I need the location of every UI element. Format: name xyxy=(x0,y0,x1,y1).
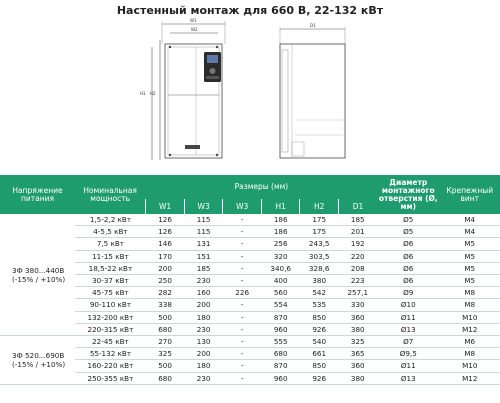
table-cell: 257,1 xyxy=(338,287,377,299)
table-row xyxy=(0,262,500,274)
sub-header-w1: W1 xyxy=(146,199,185,214)
table-cell: 500 xyxy=(146,311,185,323)
table-cell: 7,5 кВт xyxy=(75,238,146,250)
header-dimensions: Размеры (мм) xyxy=(146,175,377,199)
table-row xyxy=(0,360,500,372)
table-cell: 328,6 xyxy=(300,262,339,274)
sub-header-h1: H1 xyxy=(261,199,300,214)
voltage-group-label: 3Ф 520...690В (-15% / +10%) xyxy=(0,336,75,385)
table-cell: 180 xyxy=(184,311,223,323)
table-cell: 115 xyxy=(184,214,223,226)
table-cell: 535 xyxy=(300,299,339,311)
table-cell: M5 xyxy=(440,262,500,274)
table-cell: M12 xyxy=(440,323,500,335)
table-cell: 870 xyxy=(261,311,300,323)
table-cell: - xyxy=(223,250,262,262)
table-cell: 90-110 кВт xyxy=(75,299,146,311)
table-cell: 680 xyxy=(146,323,185,335)
table-cell: 200 xyxy=(184,299,223,311)
table-cell: 500 xyxy=(146,360,185,372)
table-cell: 131 xyxy=(184,238,223,250)
table-cell: 926 xyxy=(300,323,339,335)
table-cell: Ø6 xyxy=(377,262,439,274)
table-row xyxy=(0,372,500,384)
table-cell: 126 xyxy=(146,226,185,238)
table-cell: M4 xyxy=(440,214,500,226)
table-cell: - xyxy=(223,323,262,335)
table-cell: 270 xyxy=(146,336,185,348)
table-cell: M5 xyxy=(440,238,500,250)
table-cell: 132-200 кВт xyxy=(75,311,146,323)
table-cell: 960 xyxy=(261,372,300,384)
table-cell: 175 xyxy=(300,214,339,226)
table-cell: Ø9 xyxy=(377,287,439,299)
table-cell: 542 xyxy=(300,287,339,299)
table-cell: 151 xyxy=(184,250,223,262)
sub-header-d1: D1 xyxy=(338,199,377,214)
table-cell: 926 xyxy=(300,372,339,384)
table-cell: 680 xyxy=(261,348,300,360)
table-cell: 223 xyxy=(338,275,377,287)
table-cell: 226 xyxy=(223,287,262,299)
mounting-drawing xyxy=(0,0,500,175)
table-cell: M10 xyxy=(440,360,500,372)
voltage-group-label: 3Ф 380...440В (-15% / +10%) xyxy=(0,214,75,336)
table-cell: Ø11 xyxy=(377,360,439,372)
table-cell: 192 xyxy=(338,238,377,250)
table-cell: 320 xyxy=(261,250,300,262)
table-cell: 201 xyxy=(338,226,377,238)
table-cell: 560 xyxy=(261,287,300,299)
header-voltage: Напряжение питания xyxy=(0,175,75,214)
table-cell: M8 xyxy=(440,299,500,311)
table-cell: 30-37 кВт xyxy=(75,275,146,287)
table-cell: Ø5 xyxy=(377,214,439,226)
table-cell: 661 xyxy=(300,348,339,360)
table-cell: 220 xyxy=(338,250,377,262)
table-row xyxy=(0,250,500,262)
sub-header-w3a: W3 xyxy=(184,199,223,214)
table-cell: Ø5 xyxy=(377,226,439,238)
table-cell: M5 xyxy=(440,275,500,287)
table-cell: 540 xyxy=(300,336,339,348)
table-cell: - xyxy=(223,360,262,372)
table-cell: 208 xyxy=(338,262,377,274)
table-cell: - xyxy=(223,262,262,274)
sub-header-h2: H2 xyxy=(300,199,339,214)
table-cell: 360 xyxy=(338,311,377,323)
table-cell: Ø13 xyxy=(377,372,439,384)
table-row xyxy=(0,238,500,250)
table-cell: 230 xyxy=(184,323,223,335)
dim-h1-label: H1 xyxy=(140,91,146,96)
table-cell: 870 xyxy=(261,360,300,372)
table-cell: M6 xyxy=(440,336,500,348)
table-cell: 4-5,5 кВт xyxy=(75,226,146,238)
table-row xyxy=(0,323,500,335)
table-cell: 340,6 xyxy=(261,262,300,274)
table-cell: - xyxy=(223,372,262,384)
table-cell: 186 xyxy=(261,214,300,226)
table-cell: 680 xyxy=(146,372,185,384)
table-cell: 160 xyxy=(184,287,223,299)
table-row xyxy=(0,311,500,323)
header-screw: Крепежный винт xyxy=(440,175,500,214)
table-cell: 220-315 кВт xyxy=(75,323,146,335)
table-cell: - xyxy=(223,336,262,348)
table-row xyxy=(0,336,500,348)
table-cell: 11-15 кВт xyxy=(75,250,146,262)
dim-d1-label: D1 xyxy=(310,23,316,28)
table-cell: 175 xyxy=(300,226,339,238)
table-cell: Ø6 xyxy=(377,250,439,262)
table-cell: M8 xyxy=(440,287,500,299)
table-cell: 330 xyxy=(338,299,377,311)
table-cell: 180 xyxy=(184,360,223,372)
dim-w2-label: W2 xyxy=(191,27,198,32)
table-cell: 200 xyxy=(184,348,223,360)
table-cell: 850 xyxy=(300,311,339,323)
table-cell: 400 xyxy=(261,275,300,287)
table-cell: 365 xyxy=(338,348,377,360)
table-cell: 160-220 кВт xyxy=(75,360,146,372)
sub-header-w3b: W3 xyxy=(223,199,262,214)
table-row xyxy=(0,214,500,226)
header-power: Номинальная мощность xyxy=(75,175,146,214)
table-cell: Ø13 xyxy=(377,323,439,335)
table-cell: 325 xyxy=(338,336,377,348)
spec-table xyxy=(0,175,500,385)
table-cell: 185 xyxy=(184,262,223,274)
table-row xyxy=(0,348,500,360)
table-row xyxy=(0,226,500,238)
dim-w1-label: W1 xyxy=(190,18,197,23)
table-cell: 282 xyxy=(146,287,185,299)
table-cell: 130 xyxy=(184,336,223,348)
table-cell: 200 xyxy=(146,262,185,274)
table-cell: - xyxy=(223,214,262,226)
table-cell: Ø10 xyxy=(377,299,439,311)
table-cell: - xyxy=(223,275,262,287)
table-cell: 250 xyxy=(146,275,185,287)
table-cell: - xyxy=(223,226,262,238)
dim-h2-label: H2 xyxy=(150,91,156,96)
page-title: Настенный монтаж для 660 В, 22-132 кВт xyxy=(116,4,384,17)
table-cell: 360 xyxy=(338,360,377,372)
table-cell: M4 xyxy=(440,226,500,238)
table-cell: 555 xyxy=(261,336,300,348)
table-cell: - xyxy=(223,348,262,360)
table-cell: 126 xyxy=(146,214,185,226)
table-cell: 170 xyxy=(146,250,185,262)
table-cell: 554 xyxy=(261,299,300,311)
table-cell: 850 xyxy=(300,360,339,372)
table-cell: - xyxy=(223,311,262,323)
table-cell: Ø9,5 xyxy=(377,348,439,360)
table-cell: 338 xyxy=(146,299,185,311)
table-cell: 55-132 кВт xyxy=(75,348,146,360)
table-cell: M5 xyxy=(440,250,500,262)
table-cell: 380 xyxy=(338,323,377,335)
table-cell: 250-355 кВт xyxy=(75,372,146,384)
table-cell: Ø6 xyxy=(377,275,439,287)
table-cell: - xyxy=(223,238,262,250)
table-cell: 186 xyxy=(261,226,300,238)
table-cell: Ø6 xyxy=(377,238,439,250)
table-cell: 380 xyxy=(338,372,377,384)
table-cell: M8 xyxy=(440,348,500,360)
table-cell: M10 xyxy=(440,311,500,323)
table-cell: 185 xyxy=(338,214,377,226)
header-diameter: Диаметр монтажного отверстия (Ø, мм) xyxy=(377,175,439,214)
table-cell: - xyxy=(223,299,262,311)
table-row xyxy=(0,287,500,299)
table-cell: 230 xyxy=(184,372,223,384)
table-cell: 115 xyxy=(184,226,223,238)
table-cell: 325 xyxy=(146,348,185,360)
table-cell: 243,5 xyxy=(300,238,339,250)
table-row xyxy=(0,275,500,287)
table-cell: 146 xyxy=(146,238,185,250)
table-cell: 45-75 кВт xyxy=(75,287,146,299)
table-row xyxy=(0,299,500,311)
table-cell: 960 xyxy=(261,323,300,335)
table-cell: 303,5 xyxy=(300,250,339,262)
table-cell: Ø11 xyxy=(377,311,439,323)
table-cell: 380 xyxy=(300,275,339,287)
table-cell: 22-45 кВт xyxy=(75,336,146,348)
table-cell: 230 xyxy=(184,275,223,287)
table-cell: Ø7 xyxy=(377,336,439,348)
table-cell: 18,5-22 кВт xyxy=(75,262,146,274)
table-cell: 256 xyxy=(261,238,300,250)
table-cell: 1,5-2,2 кВт xyxy=(75,214,146,226)
table-cell: M12 xyxy=(440,372,500,384)
